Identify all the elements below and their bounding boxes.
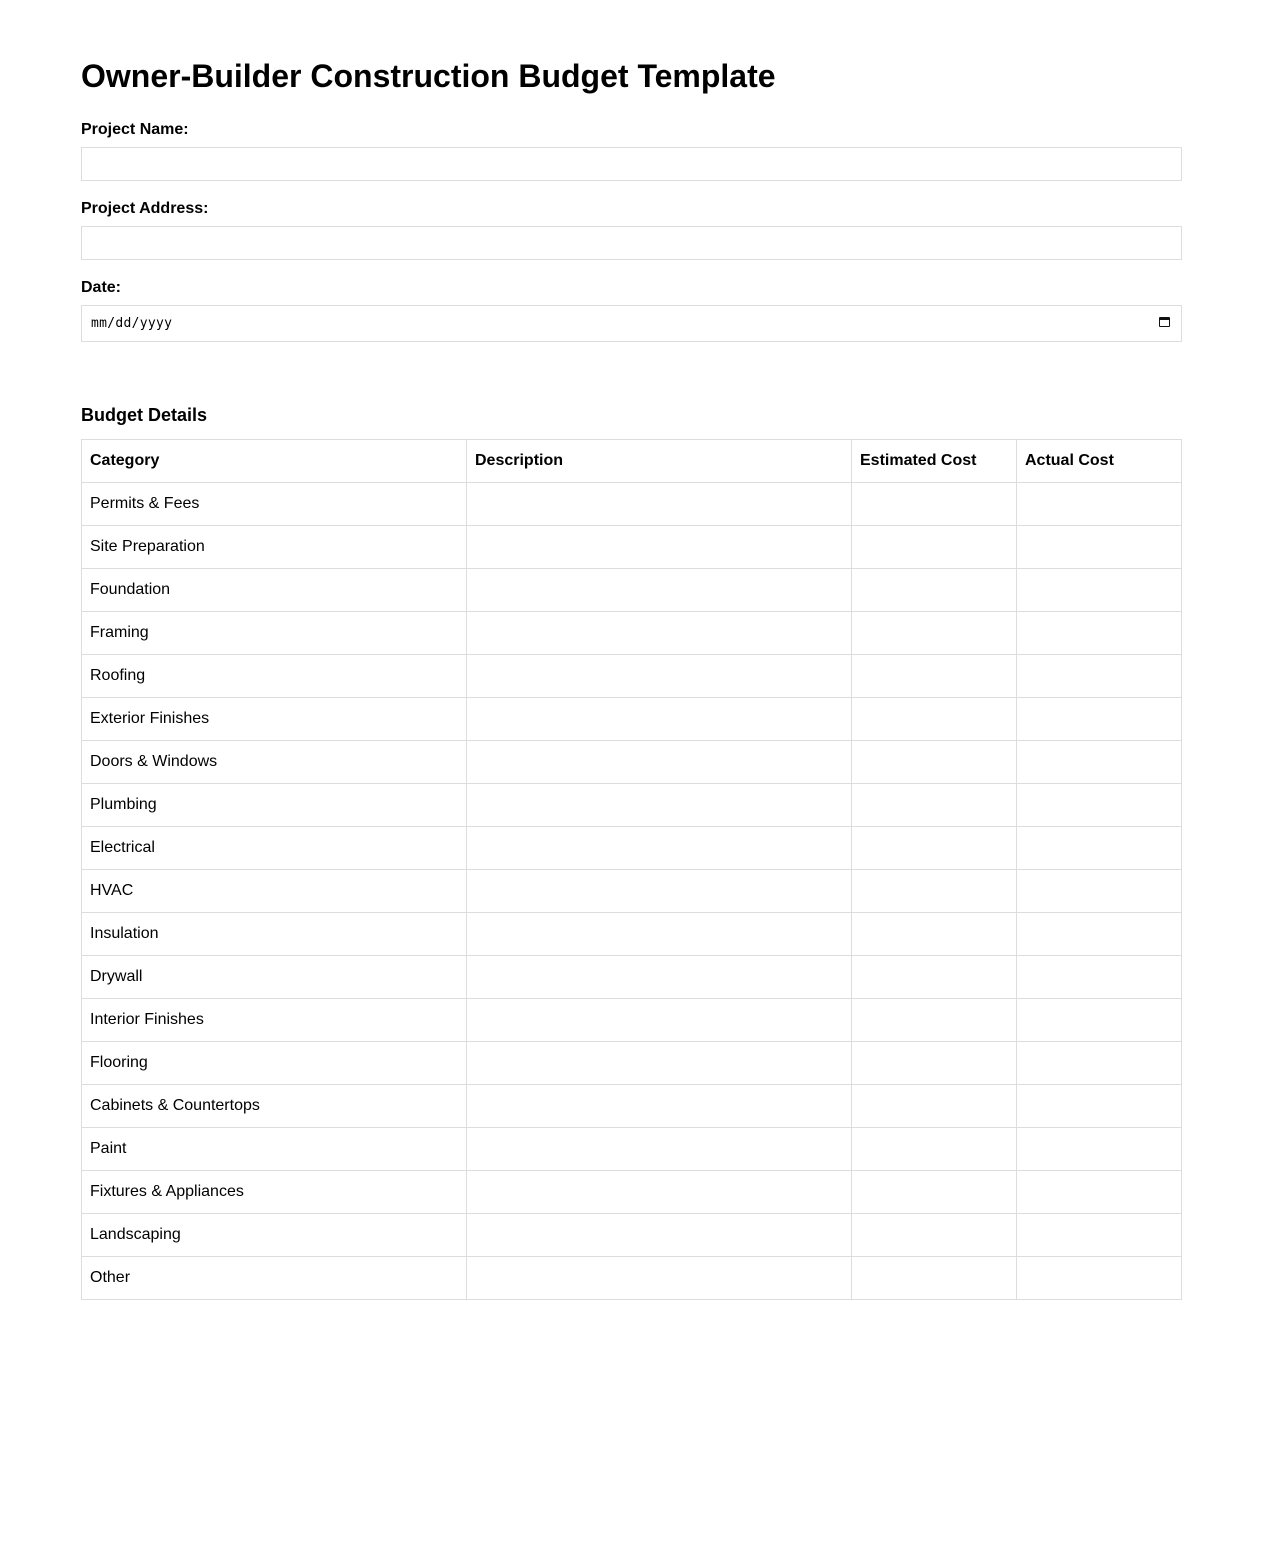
estimated-cost-cell[interactable]: [852, 999, 1017, 1042]
actual-cost-cell[interactable]: [1017, 483, 1182, 526]
description-cell[interactable]: [467, 1042, 852, 1085]
table-row: [82, 1257, 1182, 1300]
category-cell: Framing: [82, 612, 467, 655]
actual-cost-cell[interactable]: [1017, 741, 1182, 784]
category-cell: Foundation: [82, 569, 467, 612]
category-cell: Fixtures & Appliances: [82, 1171, 467, 1214]
table-row: [82, 1042, 1182, 1085]
estimated-cost-cell[interactable]: [852, 870, 1017, 913]
estimated-cost-cell[interactable]: [852, 698, 1017, 741]
actual-cost-cell[interactable]: [1017, 1257, 1182, 1300]
table-row: [82, 569, 1182, 612]
table-row: [82, 1171, 1182, 1214]
estimated-cost-cell[interactable]: [852, 569, 1017, 612]
actual-cost-cell[interactable]: [1017, 999, 1182, 1042]
category-cell: Roofing: [82, 655, 467, 698]
estimated-cost-cell[interactable]: [852, 1171, 1017, 1214]
calendar-icon[interactable]: [1159, 317, 1170, 327]
category-cell: Landscaping: [82, 1214, 467, 1257]
date-label: Date:: [81, 279, 122, 296]
description-cell[interactable]: [467, 1171, 852, 1214]
project-name-input[interactable]: [81, 147, 1182, 181]
table-row: [82, 913, 1182, 956]
date-input[interactable]: [81, 305, 1182, 342]
project-address-label: Project Address:: [81, 200, 209, 217]
table-row: [82, 827, 1182, 870]
actual-cost-cell[interactable]: [1017, 870, 1182, 913]
description-cell[interactable]: [467, 526, 852, 569]
column-header-category: Category: [82, 440, 467, 483]
description-cell[interactable]: [467, 999, 852, 1042]
table-row: [82, 741, 1182, 784]
actual-cost-cell[interactable]: [1017, 956, 1182, 999]
description-cell[interactable]: [467, 870, 852, 913]
table-row: [82, 698, 1182, 741]
estimated-cost-cell[interactable]: [852, 526, 1017, 569]
column-header-estimated-cost: Estimated Cost: [852, 440, 1017, 483]
budget-table: [81, 439, 1182, 1300]
category-cell: Exterior Finishes: [82, 698, 467, 741]
category-cell: Site Preparation: [82, 526, 467, 569]
column-header-description: Description: [467, 440, 852, 483]
description-cell[interactable]: [467, 612, 852, 655]
table-row: [82, 999, 1182, 1042]
category-cell: Drywall: [82, 956, 467, 999]
category-cell: Electrical: [82, 827, 467, 870]
description-cell[interactable]: [467, 784, 852, 827]
table-row: [82, 956, 1182, 999]
actual-cost-cell[interactable]: [1017, 1042, 1182, 1085]
project-address-input[interactable]: [81, 226, 1182, 260]
description-cell[interactable]: [467, 827, 852, 870]
actual-cost-cell[interactable]: [1017, 827, 1182, 870]
description-cell[interactable]: [467, 741, 852, 784]
budget-details-heading: Budget Details: [81, 405, 208, 425]
description-cell[interactable]: [467, 956, 852, 999]
actual-cost-cell[interactable]: [1017, 698, 1182, 741]
date-placeholder: mm/dd/yyyy: [91, 316, 173, 331]
estimated-cost-cell[interactable]: [852, 913, 1017, 956]
category-cell: Doors & Windows: [82, 741, 467, 784]
actual-cost-cell[interactable]: [1017, 1128, 1182, 1171]
estimated-cost-cell[interactable]: [852, 956, 1017, 999]
estimated-cost-cell[interactable]: [852, 1214, 1017, 1257]
table-row: [82, 1128, 1182, 1171]
category-cell: Insulation: [82, 913, 467, 956]
description-cell[interactable]: [467, 1085, 852, 1128]
description-cell[interactable]: [467, 1214, 852, 1257]
actual-cost-cell[interactable]: [1017, 1214, 1182, 1257]
category-cell: Flooring: [82, 1042, 467, 1085]
actual-cost-cell[interactable]: [1017, 569, 1182, 612]
table-row: [82, 655, 1182, 698]
table-row: [82, 483, 1182, 526]
estimated-cost-cell[interactable]: [852, 612, 1017, 655]
estimated-cost-cell[interactable]: [852, 827, 1017, 870]
estimated-cost-cell[interactable]: [852, 784, 1017, 827]
description-cell[interactable]: [467, 913, 852, 956]
table-row: [82, 1085, 1182, 1128]
estimated-cost-cell[interactable]: [852, 1085, 1017, 1128]
actual-cost-cell[interactable]: [1017, 1085, 1182, 1128]
actual-cost-cell[interactable]: [1017, 784, 1182, 827]
actual-cost-cell[interactable]: [1017, 612, 1182, 655]
description-cell[interactable]: [467, 1257, 852, 1300]
actual-cost-cell[interactable]: [1017, 913, 1182, 956]
category-cell: Cabinets & Countertops: [82, 1085, 467, 1128]
estimated-cost-cell[interactable]: [852, 1042, 1017, 1085]
estimated-cost-cell[interactable]: [852, 655, 1017, 698]
description-cell[interactable]: [467, 483, 852, 526]
estimated-cost-cell[interactable]: [852, 1257, 1017, 1300]
category-cell: Interior Finishes: [82, 999, 467, 1042]
description-cell[interactable]: [467, 1128, 852, 1171]
estimated-cost-cell[interactable]: [852, 483, 1017, 526]
category-cell: Plumbing: [82, 784, 467, 827]
estimated-cost-cell[interactable]: [852, 741, 1017, 784]
estimated-cost-cell[interactable]: [852, 1128, 1017, 1171]
column-header-actual-cost: Actual Cost: [1017, 440, 1182, 483]
table-row: [82, 526, 1182, 569]
page-title: Owner-Builder Construction Budget Template: [81, 58, 776, 94]
table-row: [82, 612, 1182, 655]
description-cell[interactable]: [467, 698, 852, 741]
category-cell: Permits & Fees: [82, 483, 467, 526]
category-cell: HVAC: [82, 870, 467, 913]
category-cell: Paint: [82, 1128, 467, 1171]
actual-cost-cell[interactable]: [1017, 526, 1182, 569]
actual-cost-cell[interactable]: [1017, 1171, 1182, 1214]
description-cell[interactable]: [467, 569, 852, 612]
actual-cost-cell[interactable]: [1017, 655, 1182, 698]
project-name-label: Project Name:: [81, 121, 189, 138]
table-row: [82, 784, 1182, 827]
category-cell: Other: [82, 1257, 467, 1300]
table-row: [82, 1214, 1182, 1257]
table-header-row: [82, 440, 1182, 483]
description-cell[interactable]: [467, 655, 852, 698]
table-row: [82, 870, 1182, 913]
